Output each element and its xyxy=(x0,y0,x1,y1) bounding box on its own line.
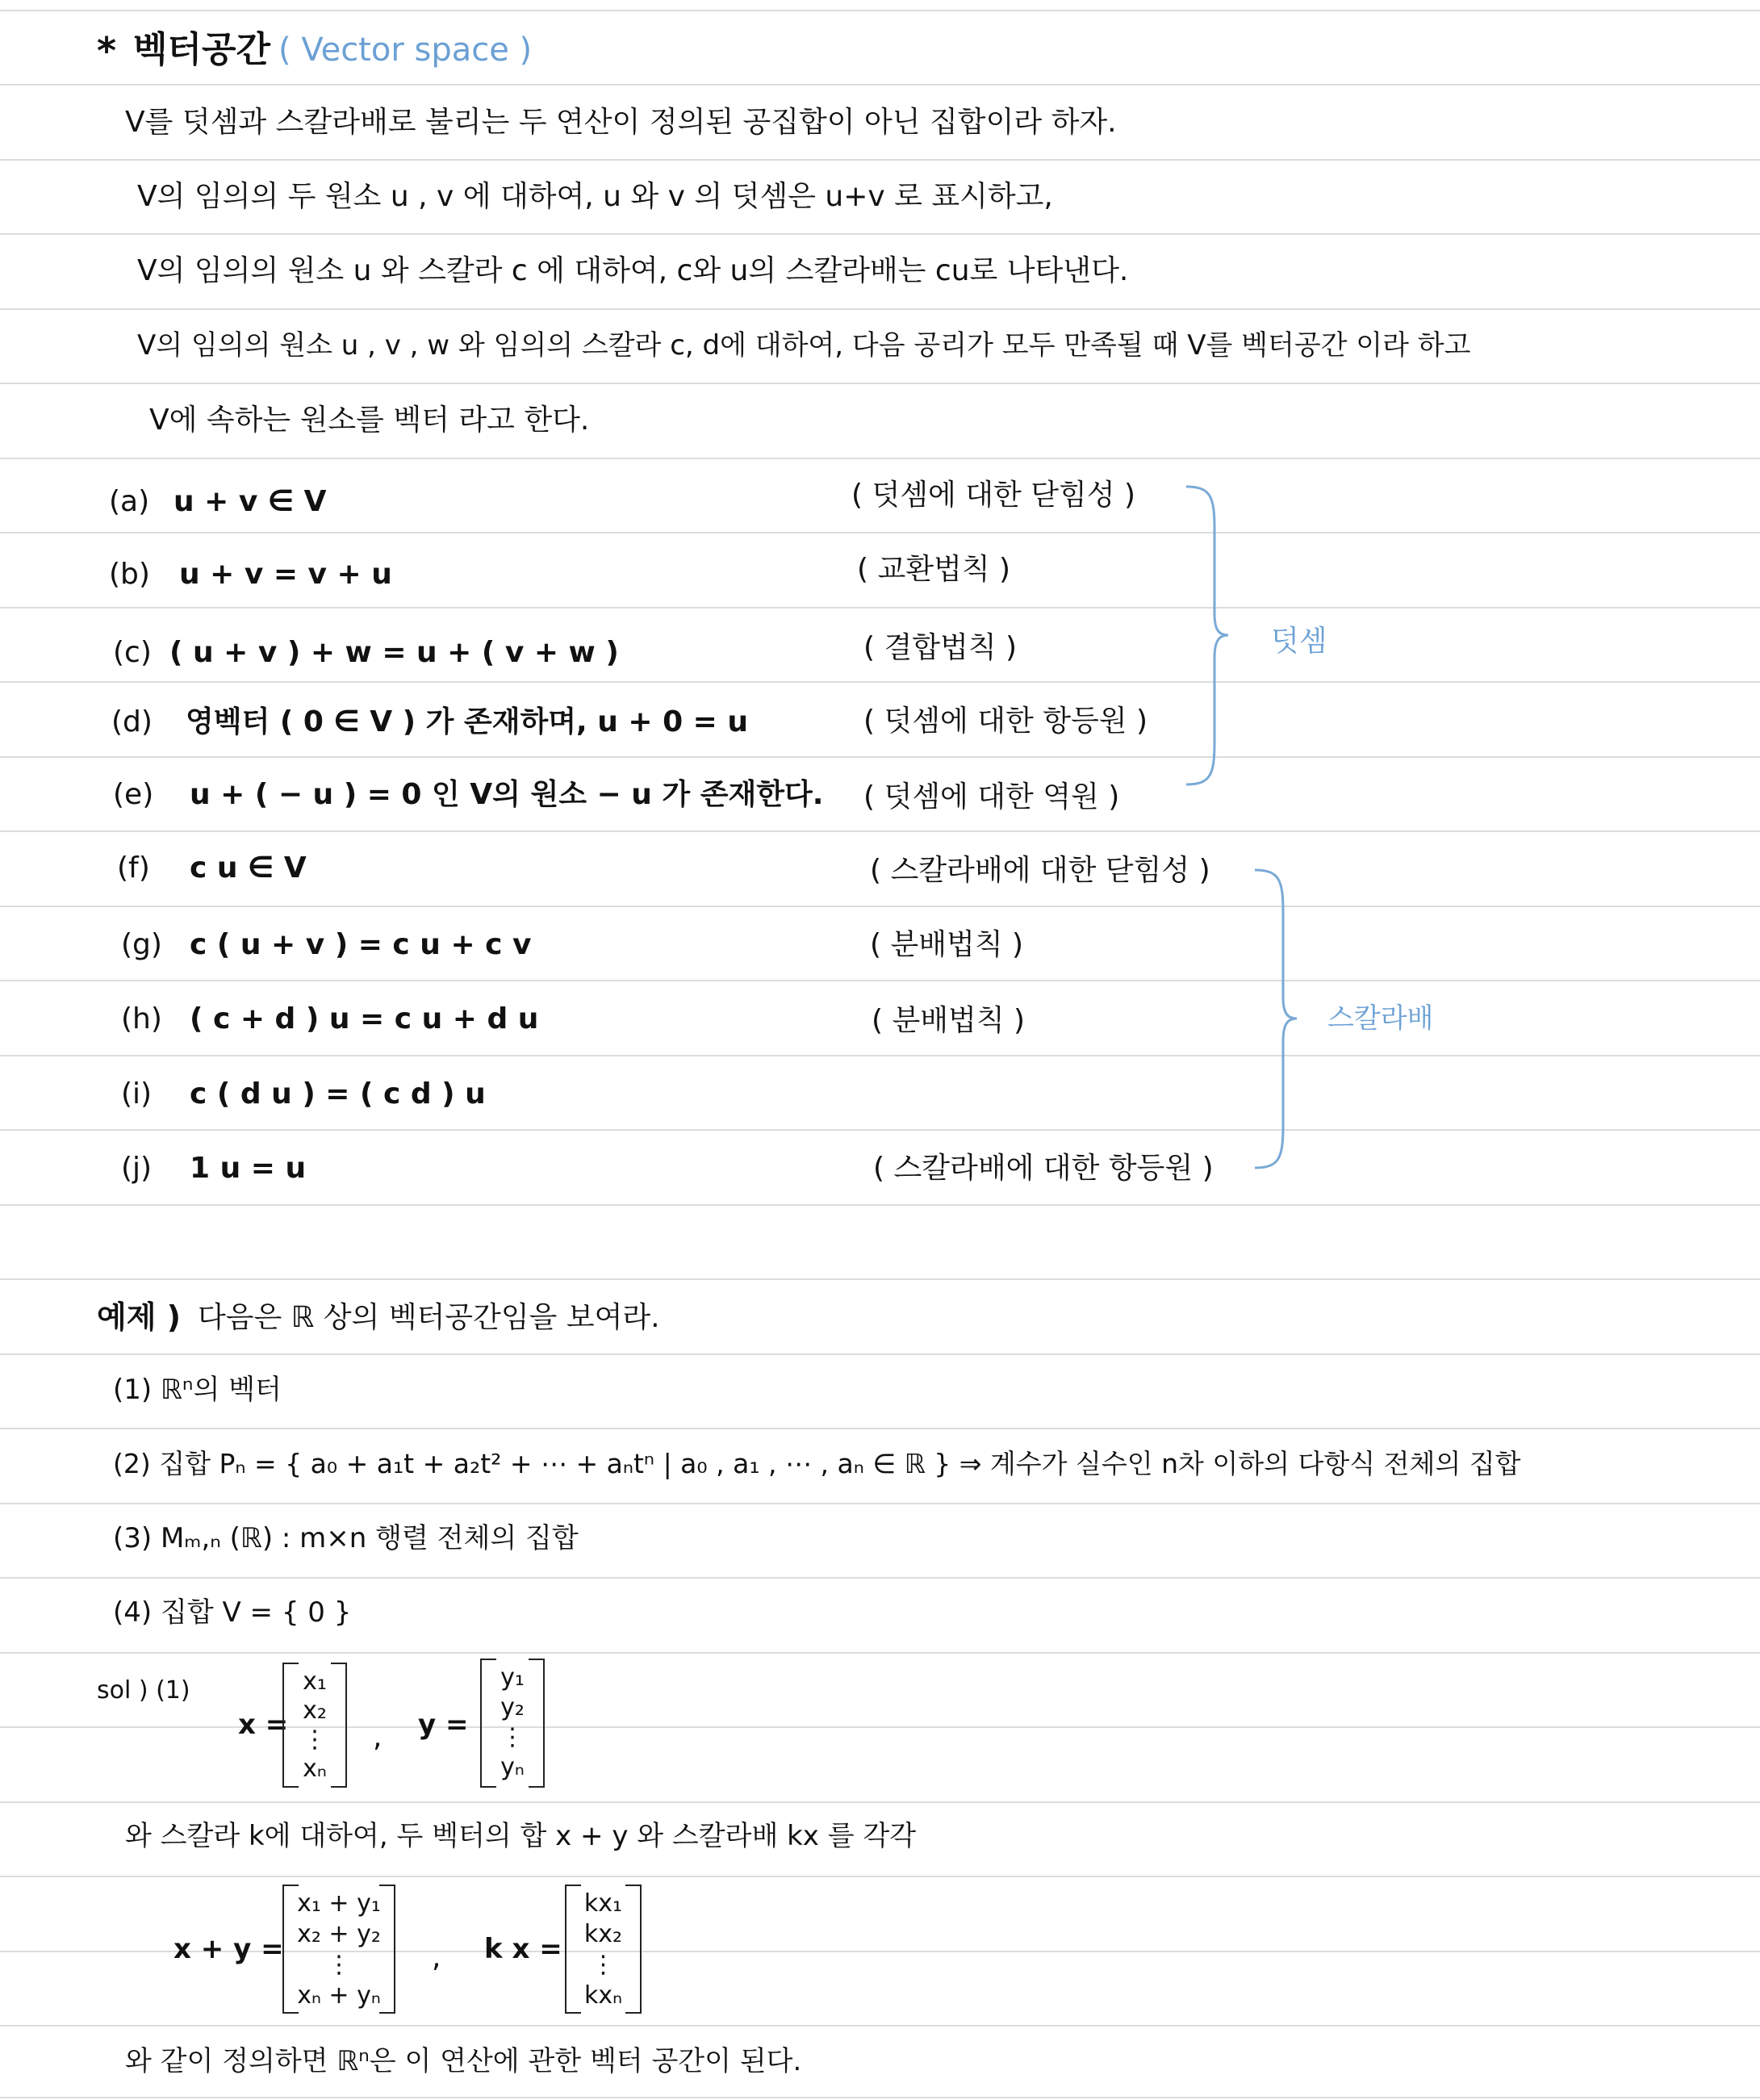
axiom-name: ( 결합법칙 ) xyxy=(863,631,1018,664)
example-label: 예제 ) xyxy=(97,1299,182,1335)
axiom-label: (d) xyxy=(111,705,153,738)
matrix-entry: ⋮ xyxy=(303,1726,327,1754)
axiom-name: ( 덧셈에 대한 역원 ) xyxy=(863,780,1120,814)
matrix-entry: ⋮ xyxy=(500,1723,525,1751)
axiom-expression: u + ( − u ) = 0 인 V의 원소 − u 가 존재한다. xyxy=(190,778,824,811)
separator-comma: , xyxy=(432,1941,441,1974)
scalar-group-label: 스칼라배 xyxy=(1327,1002,1434,1035)
axiom-expression: u + v ∈ V xyxy=(173,485,327,518)
example-item-3: (3) Mₘ,ₙ (ℝ) : m×n 행렬 전체의 집합 xyxy=(113,1522,579,1554)
example-prompt: 다음은 ℝ 상의 벡터공간임을 보여라. xyxy=(198,1301,660,1334)
matrix-entry: xₙ + yₙ xyxy=(297,1981,381,2010)
page-title: 벡터공간 xyxy=(133,29,271,70)
y-vector-matrix xyxy=(480,1659,545,1788)
matrix-entry: kxₙ xyxy=(583,1981,623,2010)
axiom-label: (e) xyxy=(113,778,154,811)
matrix-entry: ⋮ xyxy=(591,1951,616,1979)
x-vector-matrix xyxy=(282,1663,347,1788)
sum-vector-matrix xyxy=(282,1885,395,2014)
example-item-1: (1) ℝⁿ의 벡터 xyxy=(113,1374,282,1406)
axiom-label: (g) xyxy=(121,928,162,961)
matrix-entry: x₁ + y₁ xyxy=(297,1889,381,1918)
intro-line-3: V의 임의의 원소 u 와 스칼라 c 에 대하여, c와 u의 스칼라배는 cu로 나타낸다. xyxy=(137,254,1129,287)
matrix-entry: ⋮ xyxy=(327,1951,351,1979)
y-vector-label: y = xyxy=(418,1709,469,1741)
intro-line-2: V의 임의의 두 원소 u , v 에 대하여, u 와 v 의 덧셈은 u+v 로 표시하고, xyxy=(137,180,1053,213)
axiom-name: ( 분배법칙 ) xyxy=(870,928,1024,961)
axiom-expression: c u ∈ V xyxy=(190,851,307,885)
solution-line-1: 와 스칼라 k에 대하여, 두 벡터의 합 x + y 와 스칼라배 kx 를 각각 xyxy=(125,1820,917,1852)
example-item-2: (2) 집합 Pₙ = { a₀ + a₁t + a₂t² + ⋯ + aₙtⁿ | a₀ , a₁ , ⋯ , aₙ ∈ ℝ } ⇒ 계수가 실수인 n차 이하의 다항식 전체의 집합 xyxy=(113,1448,1521,1479)
axiom-name: ( 스칼라배에 대한 닫힘성 ) xyxy=(870,854,1210,887)
axiom-expression: 1 u = u xyxy=(190,1152,307,1185)
intro-line-4: V의 임의의 원소 u , v , w 와 임의의 스칼라 c, d에 대하여, 다음 공리가 모두 만족될 때 V를 벡터공간 이라 하고 xyxy=(137,329,1471,362)
axiom-name: ( 교환법칙 ) xyxy=(857,553,1011,586)
matrix-entry: kx₂ xyxy=(583,1920,623,1948)
matrix-entry: y₂ xyxy=(500,1693,525,1721)
addition-group-brace xyxy=(1178,480,1243,791)
x-vector-label: x = xyxy=(238,1709,289,1741)
axiom-label: (j) xyxy=(121,1152,153,1185)
title-star: * xyxy=(97,29,117,73)
sum-vector-label: x + y = xyxy=(173,1933,284,1965)
matrix-entry: x₁ xyxy=(303,1667,327,1696)
intro-line-1: V를 덧셈과 스칼라배로 불리는 두 연산이 정의된 공집합이 아닌 집합이라 하자. xyxy=(125,106,1117,139)
axiom-name: ( 덧셈에 대한 항등원 ) xyxy=(863,705,1148,738)
axiom-name: ( 분배법칙 ) xyxy=(872,1004,1026,1037)
axiom-expression: c ( u + v ) = c u + c v xyxy=(190,928,532,961)
solution-conclusion: 와 같이 정의하면 ℝⁿ은 이 연산에 관한 벡터 공간이 된다. xyxy=(125,2045,802,2077)
axiom-label: (a) xyxy=(109,485,150,518)
axiom-label: (h) xyxy=(121,1002,162,1035)
axiom-expression: c ( d u ) = ( c d ) u xyxy=(190,1077,486,1111)
axiom-expression: 영벡터 ( 0 ∈ V ) 가 존재하며, u + 0 = u xyxy=(186,705,749,738)
axiom-label: (i) xyxy=(121,1077,153,1111)
matrix-entry: y₁ xyxy=(500,1663,525,1692)
axiom-label: (b) xyxy=(109,558,150,591)
axiom-label: (c) xyxy=(113,636,152,669)
intro-line-5: V에 속하는 원소를 벡터 라고 한다. xyxy=(149,404,590,437)
matrix-entry: xₙ xyxy=(303,1755,327,1783)
kx-vector-label: k x = xyxy=(484,1933,562,1965)
separator-comma: , xyxy=(373,1721,383,1754)
axiom-name: ( 스칼라배에 대한 항등원 ) xyxy=(873,1152,1214,1185)
axiom-name: ( 덧셈에 대한 닫힘성 ) xyxy=(851,479,1136,512)
page-title-english: ( Vector space ) xyxy=(278,31,533,69)
scalar-group-brace xyxy=(1247,864,1311,1174)
axiom-label: (f) xyxy=(117,851,150,885)
addition-group-label: 덧셈 xyxy=(1271,625,1327,658)
axiom-expression: u + v = v + u xyxy=(179,558,392,591)
example-item-4: (4) 집합 V = { 0 } xyxy=(113,1596,352,1629)
matrix-entry: yₙ xyxy=(500,1753,525,1781)
matrix-entry: kx₁ xyxy=(583,1889,623,1918)
axiom-expression: ( u + v ) + w = u + ( v + w ) xyxy=(169,636,619,669)
matrix-entry: x₂ xyxy=(303,1696,327,1725)
axiom-expression: ( c + d ) u = c u + d u xyxy=(190,1002,539,1035)
kx-vector-matrix xyxy=(565,1885,642,2014)
solution-label: sol ) (1) xyxy=(97,1676,190,1705)
matrix-entry: x₂ + y₂ xyxy=(297,1920,381,1948)
